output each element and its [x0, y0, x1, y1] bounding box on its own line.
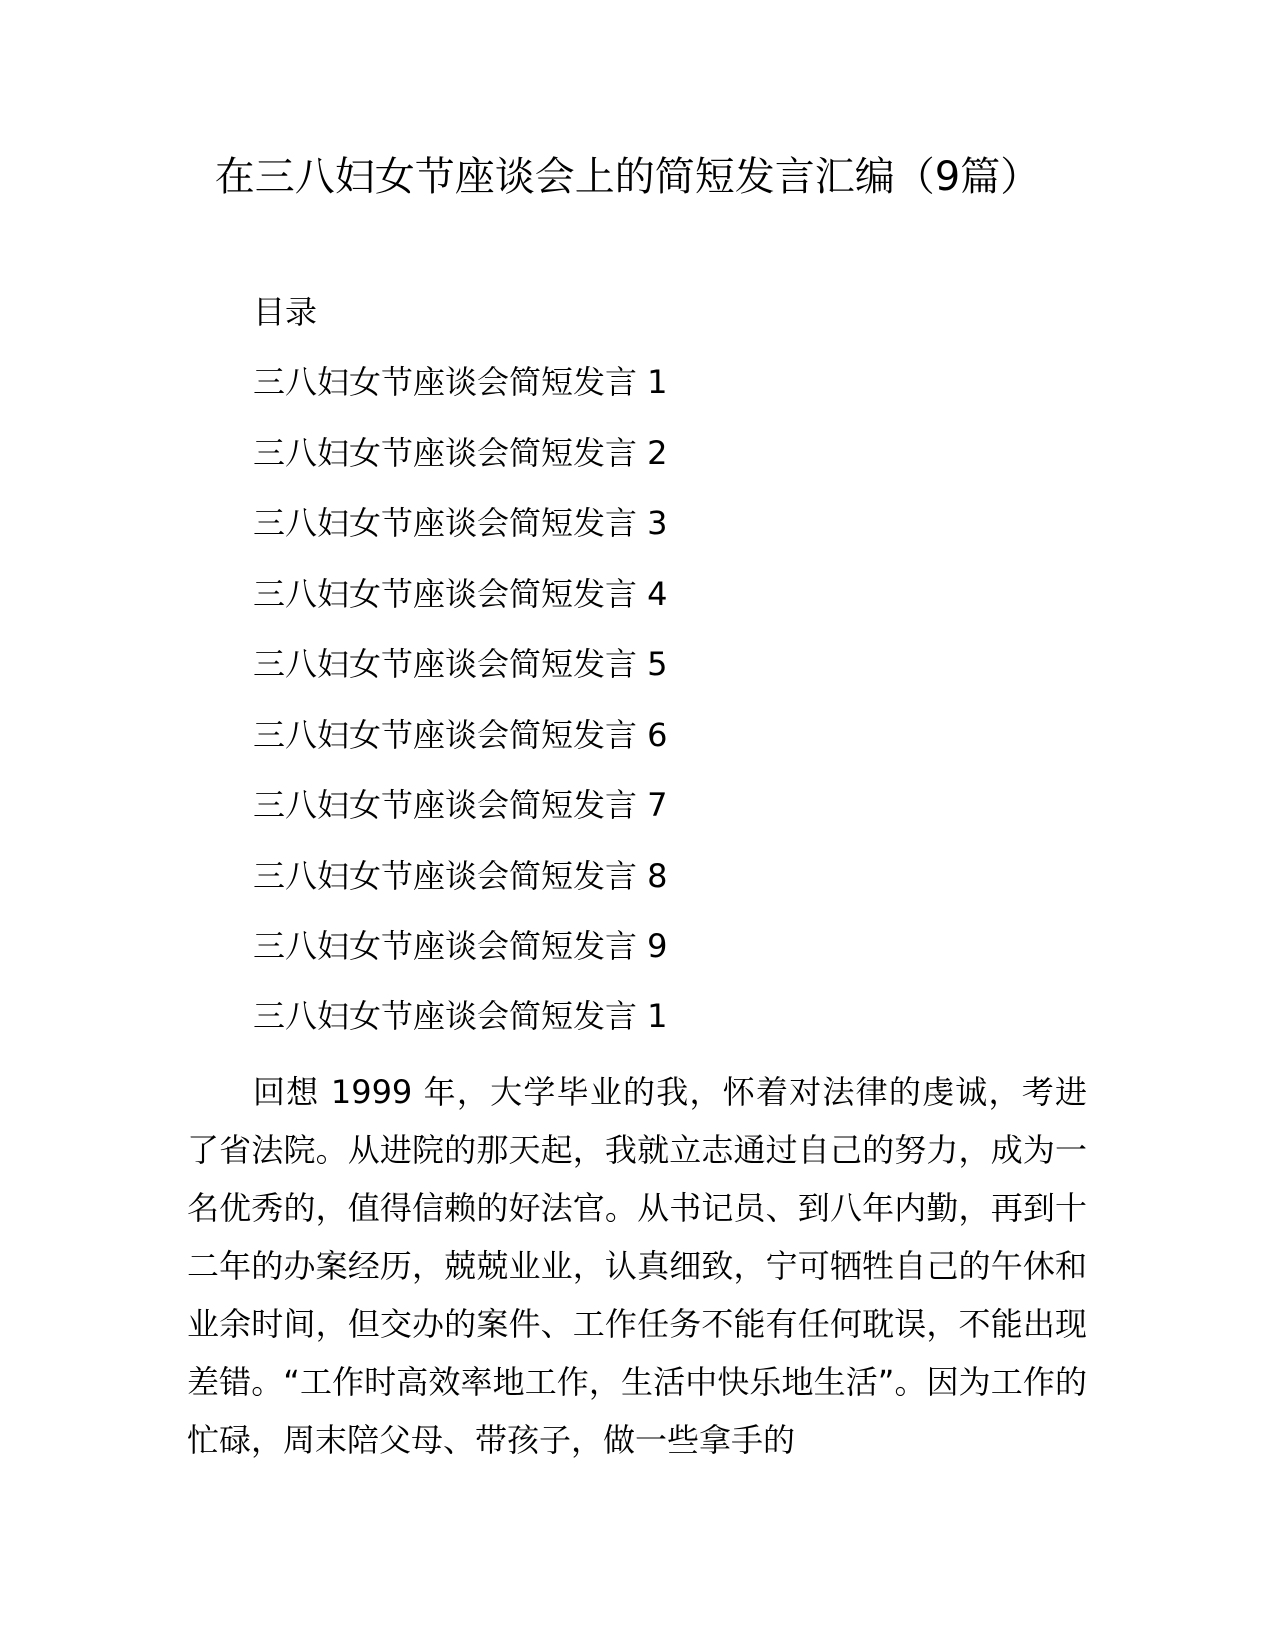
toc-item: 三八妇女节座谈会简短发言 4: [253, 574, 668, 613]
toc-item: 三八妇女节座谈会简短发言 9: [253, 927, 668, 965]
toc-item: 三八妇女节座谈会简短发言 7: [253, 786, 668, 824]
toc-item: 三八妇女节座谈会简短发言 1: [253, 363, 668, 401]
toc-item: 三八妇女节座谈会简短发言 2: [253, 433, 668, 472]
table-of-contents: [253, 362, 668, 997]
document-title: 在三八妇女节座谈会上的简短发言汇编（9篇）: [214, 154, 1041, 200]
toc-item: 三八妇女节座谈会简短发言 3: [253, 504, 668, 542]
toc-item: 三八妇女节座谈会简短发言 8: [253, 856, 668, 895]
section-heading: 三八妇女节座谈会简短发言 1: [253, 997, 668, 1035]
body-paragraph: 回想 1999 年，大学毕业的我，怀着对法律的虔诚，考进了省法院。从进院的那天起，我就立志通过自己的努力，成为一名优秀的，值得信赖的好法官。从书记员、到八年内勤，再到十二年的办案经历，兢兢业业，认真细致，宁可牺牲自己的午休和业余时间，但交办的案件、工作任务不能有任何耽误，不能出现差错。“工作时高效率地工作，生活中快乐地生活”。因为工作的忙碌，周末陪父母、带孩子，做一些拿手的: [187, 1073, 1087, 1459]
toc-item: 三八妇女节座谈会简短发言 5: [253, 645, 668, 683]
toc-heading: 目录: [253, 293, 318, 331]
toc-item: 三八妇女节座谈会简短发言 6: [253, 715, 668, 754]
